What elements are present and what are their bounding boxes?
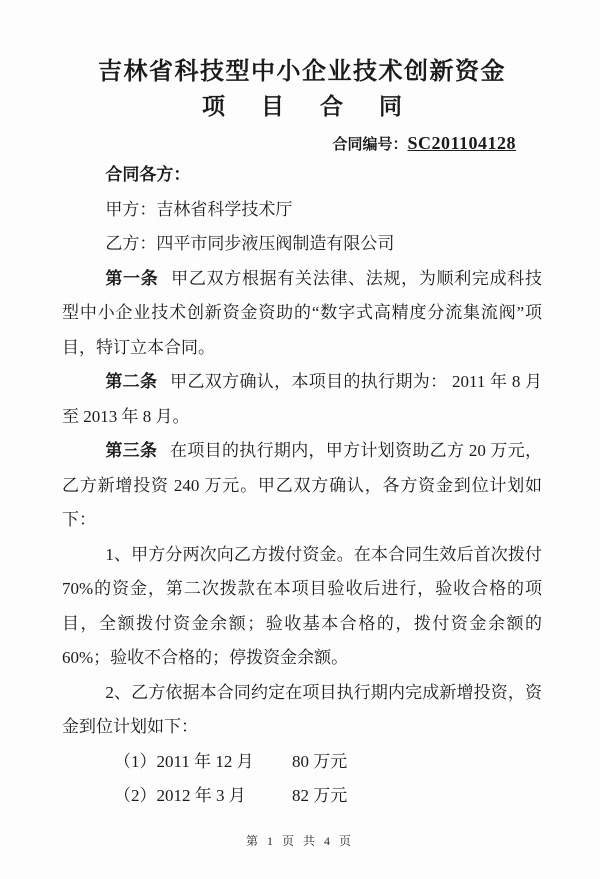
schedule-row-1 — [62, 745, 542, 780]
contract-body — [62, 158, 542, 814]
schedule-row-2 — [62, 779, 542, 814]
contract-number-value: SC201104128 — [407, 133, 516, 153]
article-3 — [62, 434, 542, 538]
schedule-1-date: （1）2011 年 12 月 — [114, 751, 254, 771]
clause-1: 1、甲方分两次向乙方拨付资金。在本合同生效后首次拨付 70%的资金，第二次拨款在本项目验收后进行，验收合格的项目，全额拨付资金余额；验收基本合格的，拨付资金余额的 60%；验收不合格的；停拨资金余额。 — [62, 544, 542, 667]
parties-heading: 合同各方： — [105, 165, 191, 184]
clause-2: 2、乙方依据本合同约定在项目执行期内完成新增投资，资金到位计划如下： — [62, 682, 542, 736]
schedule-2-date: （2）2012 年 3 月 — [114, 786, 246, 805]
article-2-text: 甲乙双方确认，本项目的执行期为： 2011 年 8 月 至 2013 年 8 月。 — [62, 372, 543, 426]
article-1 — [62, 262, 542, 366]
article-3-text: 在项目的执行期内，甲方计划资助乙方 20 万元，乙方新增投资 240 万元。甲乙双方确认，各方资金到位计划如下： — [62, 441, 543, 529]
article-3-label: 第三条 — [105, 441, 158, 460]
contract-number-line — [62, 130, 516, 158]
contract-subtitle: 项 目 合 同 — [201, 94, 417, 120]
article-1-label: 第一条 — [105, 268, 159, 288]
schedule-2-amount: 82 万元 — [292, 786, 348, 805]
page-footer: 第 1 页 共 4 页 — [245, 834, 354, 848]
schedule-1-amount: 80 万元 — [292, 751, 348, 771]
article-2-label: 第二条 — [105, 372, 158, 391]
party-a-line: 甲方：吉林省科学技术厅 — [105, 199, 293, 219]
contract-number-label: 合同编号： — [332, 135, 408, 153]
article-1-text: 甲乙双方根据有关法律、法规，为顺利完成科技型中小企业技术创新资金资助的“数字式高精度分流集流阀”项目，特订立本合同。 — [62, 268, 543, 357]
party-b-line: 乙方：四平市同步液压阀制造有限公司 — [105, 234, 395, 253]
contract-title: 吉林省科技型中小企业技术创新资金 — [98, 57, 506, 85]
article-2 — [62, 365, 542, 434]
